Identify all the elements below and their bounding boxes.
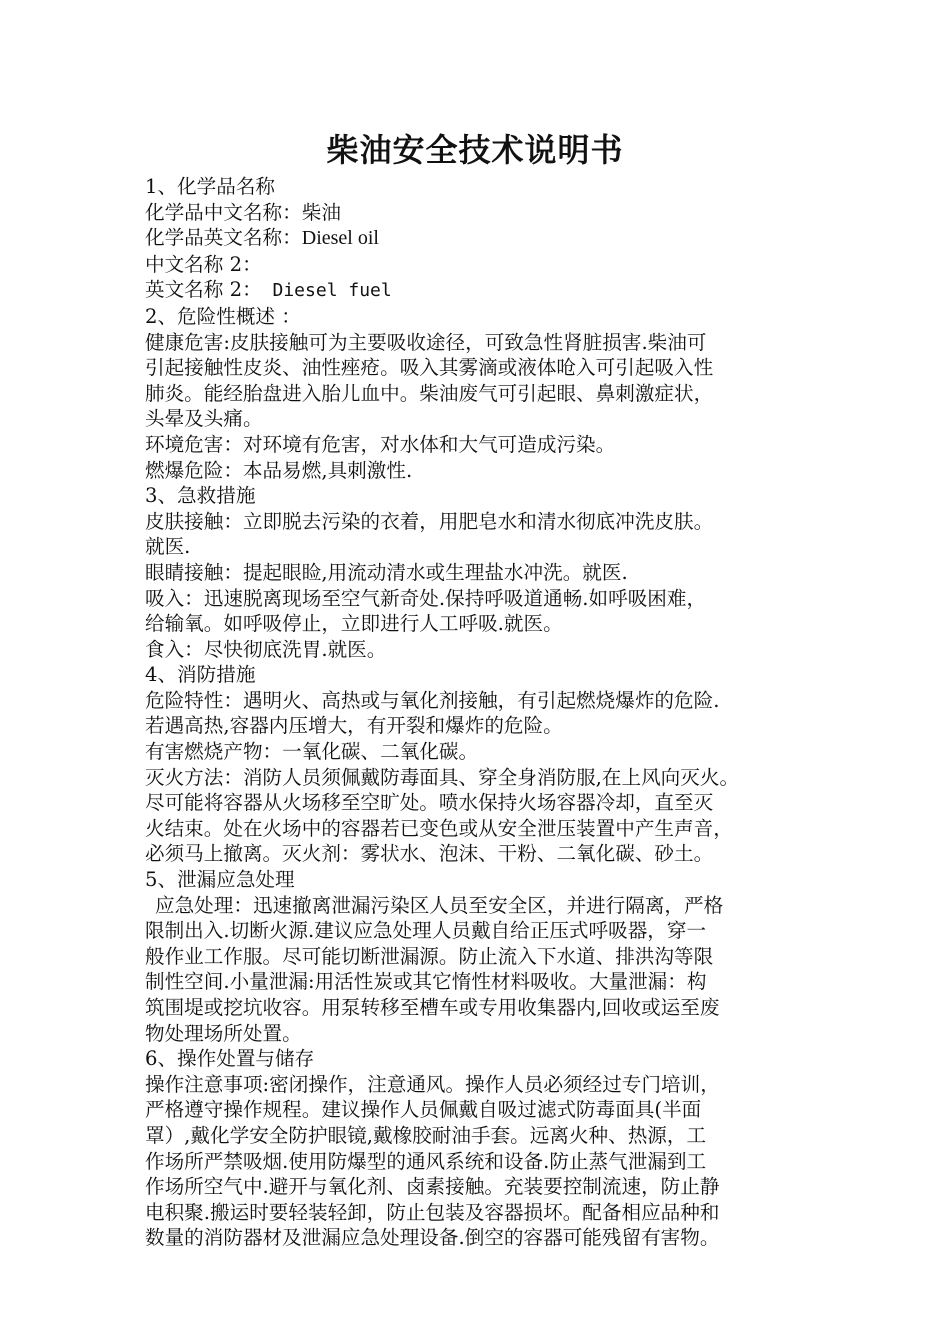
english-name-2-row [145, 277, 815, 304]
leak-response-line: 筑围堤或挖坑收容。用泵转移至槽车或专用收集器内,回收或运至废 [145, 996, 720, 1019]
inhalation-line: 吸入：迅速脱离现场至空气新奇处.保持呼吸道通畅.如呼吸困难， [145, 586, 707, 610]
english-name-2-label: 英文名称 2： [145, 278, 262, 302]
combustion-products: 有害燃烧产物：一氧化碳、二氧化碳。 [145, 740, 479, 764]
handling-line: 作场所空气中.避开与氧化剂、卤素接触。充装要控制流速，防止静 [145, 1175, 720, 1199]
health-hazard-line: 头晕及头痛。 [145, 407, 263, 431]
chinese-name-value: 柴油 [301, 200, 341, 224]
chinese-name-row [145, 200, 815, 226]
section-4-heading: 4、消防措施 [145, 663, 256, 687]
section-2-heading: 2、危险性概述 ： [145, 304, 301, 328]
hazard-property-line: 危险特性：遇明火、高热或与氧化剂接触，有引起燃烧爆炸的危险. [145, 688, 720, 712]
health-hazard-line: 引起接触性皮炎、油性痤疮。吸入其雾滴或液体呛入可引起吸入性 [145, 356, 714, 380]
skin-contact-line: 皮肤接触：立即脱去污染的衣着，用肥皂水和清水彻底冲洗皮肤。 [145, 509, 714, 533]
extinguishing-line: 必须马上撤离。灭火剂：雾状水、泡沫、干粉、二氧化碳、砂土。 [145, 842, 714, 866]
english-name-label: 化学品英文名称： [145, 226, 302, 250]
extinguishing-line: 灭火方法：消防人员须佩戴防毒面具、穿全身消防服,在上风向灭火。 [145, 765, 740, 789]
english-name-2-value: Diesel fuel [261, 280, 392, 302]
handling-line: 操作注意事项:密闭操作，注意通风。操作人员必须经过专门培训， [145, 1072, 720, 1096]
handling-line: 罩）,戴化学安全防护眼镜,戴橡胶耐油手套。远离火种、热源，工 [145, 1123, 707, 1147]
environment-hazard: 环境危害：对环境有危害，对水体和大气可造成污染。 [145, 432, 616, 456]
leak-response-line: 物处理场所处置。 [145, 1021, 302, 1045]
section-3-heading: 3、急救措施 [145, 484, 256, 508]
ingestion: 食入：尽快彻底洗胃.就医。 [145, 637, 387, 661]
health-hazard-line: 健康危害:皮肤接触可为主要吸收途径，可致急性肾脏损害.柴油可 [145, 330, 707, 354]
document-body [145, 174, 815, 1251]
english-name-row [145, 225, 815, 252]
handling-line: 数量的消防器材及泄漏应急处理设备.倒空的容器可能残留有害物。 [145, 1226, 720, 1250]
hazard-property-line: 若遇高热,容器内压增大，有开裂和爆炸的危险。 [145, 714, 563, 738]
document-title: 柴油安全技术说明书 [326, 131, 624, 169]
section-1-heading: 1、化学品名称 [145, 175, 276, 198]
inhalation-line: 给输氧。如呼吸停止，立即进行人工呼吸.就医。 [145, 612, 563, 636]
handling-line: 作场所严禁吸烟.使用防爆型的通风系统和设备.防止蒸气泄漏到工 [145, 1149, 707, 1173]
extinguishing-line: 火结束。处在火场中的容器若已变色或从安全泄压装置中产生声音， [145, 816, 733, 840]
chinese-name-2: 中文名称 2： [145, 252, 262, 276]
skin-contact-line: 就医. [145, 535, 191, 559]
chinese-name-label: 化学品中文名称： [145, 200, 302, 224]
health-hazard-line: 肺炎。能经胎盘进入胎儿血中。柴油废气可引起眼、鼻刺激症状， [145, 381, 714, 405]
leak-response-line: 应急处理：迅速撤离泄漏污染区人员至安全区，并进行隔离，严格 [155, 893, 724, 917]
extinguishing-line: 尽可能将容器从火场移至空旷处。喷水保持火场容器冷却，直至灭 [145, 791, 714, 815]
fire-explosion-hazard: 燃爆危险：本品易燃,具刺激性. [145, 458, 413, 482]
section-5-heading: 5、泄漏应急处理 [145, 868, 295, 892]
eye-contact: 眼睛接触：提起眼睑,用流动清水或生理盐水冲洗。就医. [145, 560, 628, 584]
leak-response-line: 限制出入.切断火源.建议应急处理人员戴自给正压式呼吸器，穿一 [145, 919, 707, 943]
leak-response-line: 制性空间.小量泄漏:用活性炭或其它惰性材料吸收。大量泄漏：构 [145, 970, 707, 994]
section-6-heading: 6、操作处置与储存 [145, 1047, 315, 1071]
handling-line: 严格遵守操作规程。建议操作人员佩戴自吸过滤式防毒面具(半面 [145, 1098, 702, 1122]
handling-line: 电积聚.搬运时要轻装轻卸，防止包装及容器损坏。配备相应品种和 [145, 1200, 720, 1224]
leak-response-line: 般作业工作服。尽可能切断泄漏源。防止流入下水道、排洪沟等限 [145, 944, 714, 968]
english-name-value: Diesel oil [301, 227, 379, 250]
